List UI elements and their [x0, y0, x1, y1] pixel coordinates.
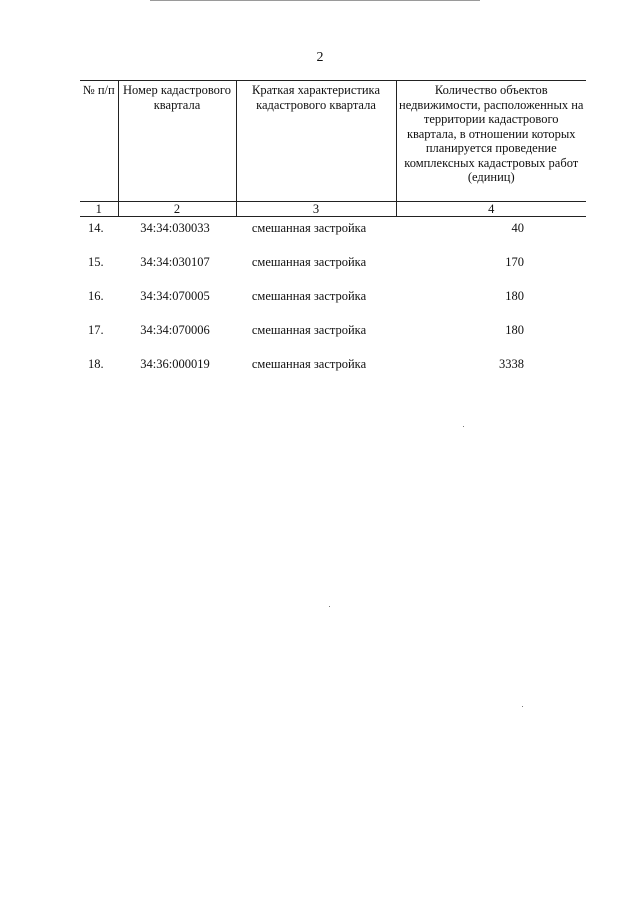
- column-number: 3: [236, 202, 396, 217]
- row-number: 18.: [88, 357, 104, 371]
- quarter-description: смешанная застройка: [251, 289, 367, 303]
- scan-speck: [329, 606, 330, 607]
- row-number: 15.: [88, 255, 104, 269]
- quarter-description: смешанная застройка: [251, 323, 367, 337]
- row-number: 14.: [88, 221, 104, 235]
- object-count: 180: [505, 289, 524, 303]
- scan-speck: [463, 426, 464, 427]
- cadastral-table: [80, 80, 586, 387]
- table-row: [80, 319, 586, 353]
- quarter-description: смешанная застройка: [251, 255, 367, 269]
- object-count: 3338: [499, 357, 524, 371]
- cadastral-number: 34:34:030107: [140, 255, 210, 269]
- column-number-row: [80, 202, 586, 217]
- quarter-description: смешанная застройка: [251, 357, 367, 371]
- column-number: 4: [396, 202, 586, 217]
- object-count: 180: [505, 323, 524, 337]
- table-row: [80, 353, 586, 387]
- cadastral-number: 34:34:030033: [140, 221, 210, 235]
- header-object-count: Количество объектов недвижимости, расположенных на территории кадастрового квартала, в отношении которых планируется проведение комплексных кадастровых работ (единиц): [396, 81, 586, 202]
- row-number: 17.: [88, 323, 104, 337]
- header-cadastral-number: Номер кадастрового квартала: [118, 81, 236, 202]
- column-number: 2: [118, 202, 236, 217]
- quarter-description: смешанная застройка: [251, 221, 367, 235]
- table-row: [80, 217, 586, 252]
- page-number: 2: [316, 50, 324, 65]
- cadastral-number: 34:34:070006: [140, 323, 210, 337]
- object-count: 40: [511, 221, 524, 235]
- table-header-row: [80, 81, 586, 202]
- table-row: [80, 285, 586, 319]
- row-number: 16.: [88, 289, 104, 303]
- scan-speck: [522, 706, 523, 707]
- column-number: 1: [80, 202, 118, 217]
- header-row-number: № п/п: [80, 81, 118, 202]
- object-count: 170: [505, 255, 524, 269]
- scan-edge-line: [150, 0, 480, 1]
- header-description: Краткая характеристика кадастрового квартала: [236, 81, 396, 202]
- table-row: [80, 251, 586, 285]
- cadastral-number: 34:34:070005: [140, 289, 210, 303]
- cadastral-number: 34:36:000019: [140, 357, 210, 371]
